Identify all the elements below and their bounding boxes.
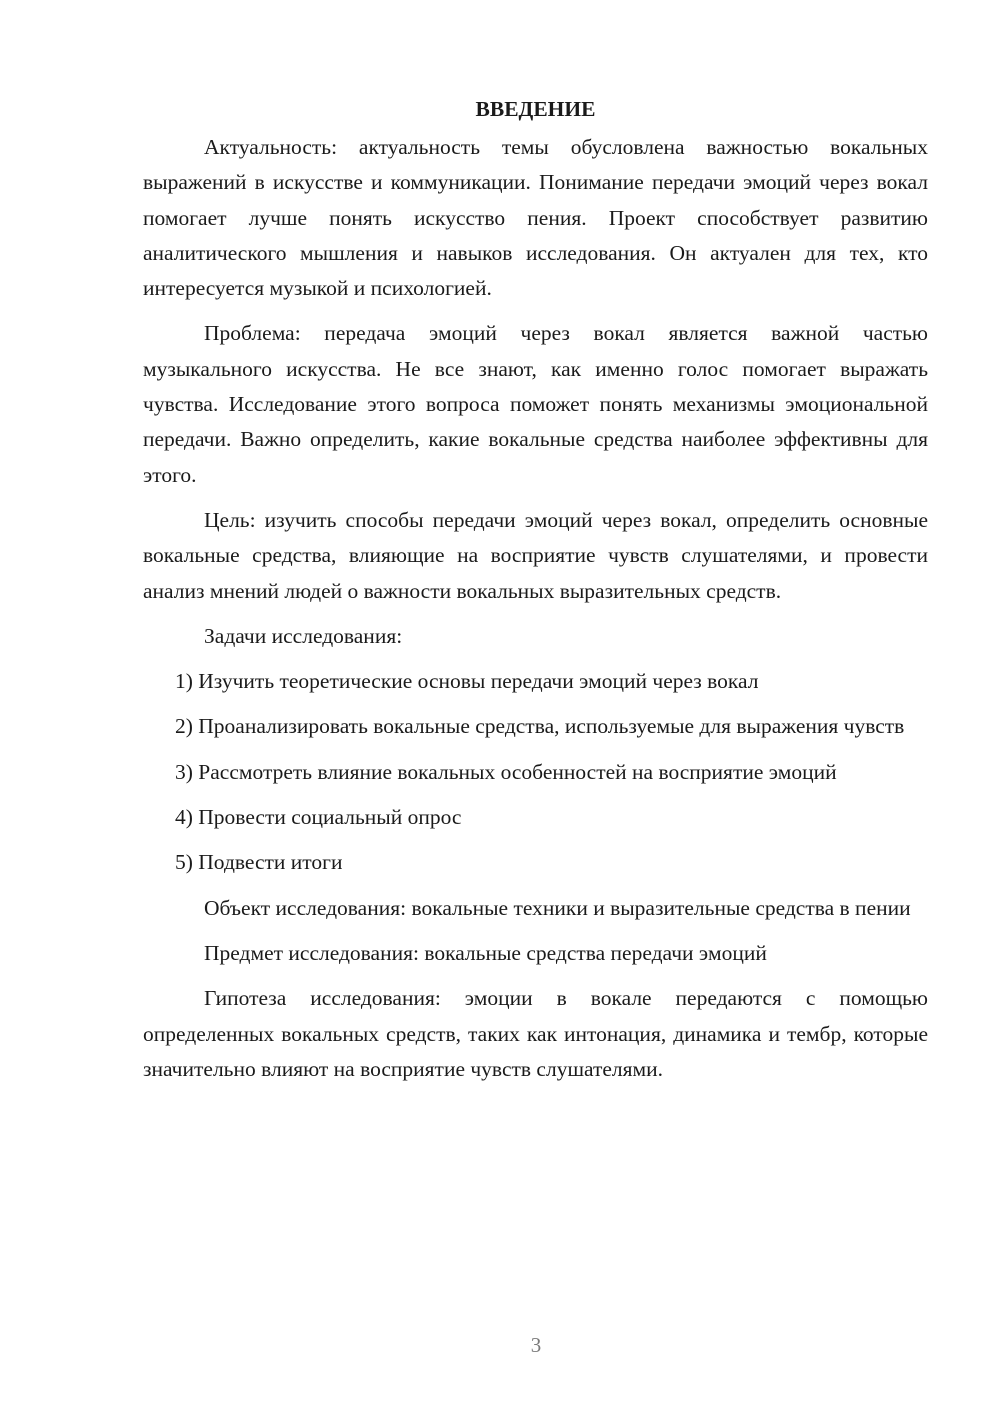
paragraph-subject: Предмет исследования: вокальные средства передачи эмоций (204, 940, 767, 965)
task-item-4: 4) Провести социальный опрос (175, 805, 462, 830)
document-page (143, 92, 928, 1097)
paragraph-relevance: Актуальность: актуальность темы обусловлена важностью вокальных выражений в искусстве и коммуникации. Понимание передачи эмоций через вокал помогает лучше понять искусство пения. Проект способствует развитию аналитического мышления и навыков исследования. Он актуален для тех, кто интересуется музыкой и психологией. (143, 135, 928, 301)
paragraph-hypothesis: Гипотеза исследования: эмоции в вокале передаются с помощью определенных вокальных средств, таких как интонация, динамика и тембр, которые значительно влияют на восприятие чувств слушателями. (143, 986, 928, 1081)
paragraph-problem: Проблема: передача эмоций через вокал является важной частью музыкального искусства. Не все знают, как именно голос помогает выражать чувства. Исследование этого вопроса поможет понять механизмы эмоциональной передачи. Важно определить, какие вокальные средства наиболее эффективны для этого. (143, 321, 928, 487)
paragraph-tasks-heading: Задачи исследования: (204, 623, 403, 648)
task-item-5: 5) Подвести итоги (175, 850, 343, 875)
page-title: ВВЕДЕНИЕ (475, 97, 596, 121)
task-item-2: 2) Проанализировать вокальные средства, используемые для выражения чувств (175, 714, 905, 739)
task-item-1: 1) Изучить теоретические основы передачи эмоций через вокал (175, 669, 759, 694)
paragraph-goal: Цель: изучить способы передачи эмоций через вокал, определить основные вокальные средства, влияющие на восприятие чувств слушателями, и провести анализ мнений людей о важности вокальных выразительных средств. (143, 507, 928, 603)
task-item-3: 3) Рассмотреть влияние вокальных особенностей на восприятие эмоций (175, 759, 837, 784)
paragraph-object: Объект исследования: вокальные техники и выразительные средства в пении (204, 895, 911, 920)
page-number: 3 (530, 1333, 542, 1357)
